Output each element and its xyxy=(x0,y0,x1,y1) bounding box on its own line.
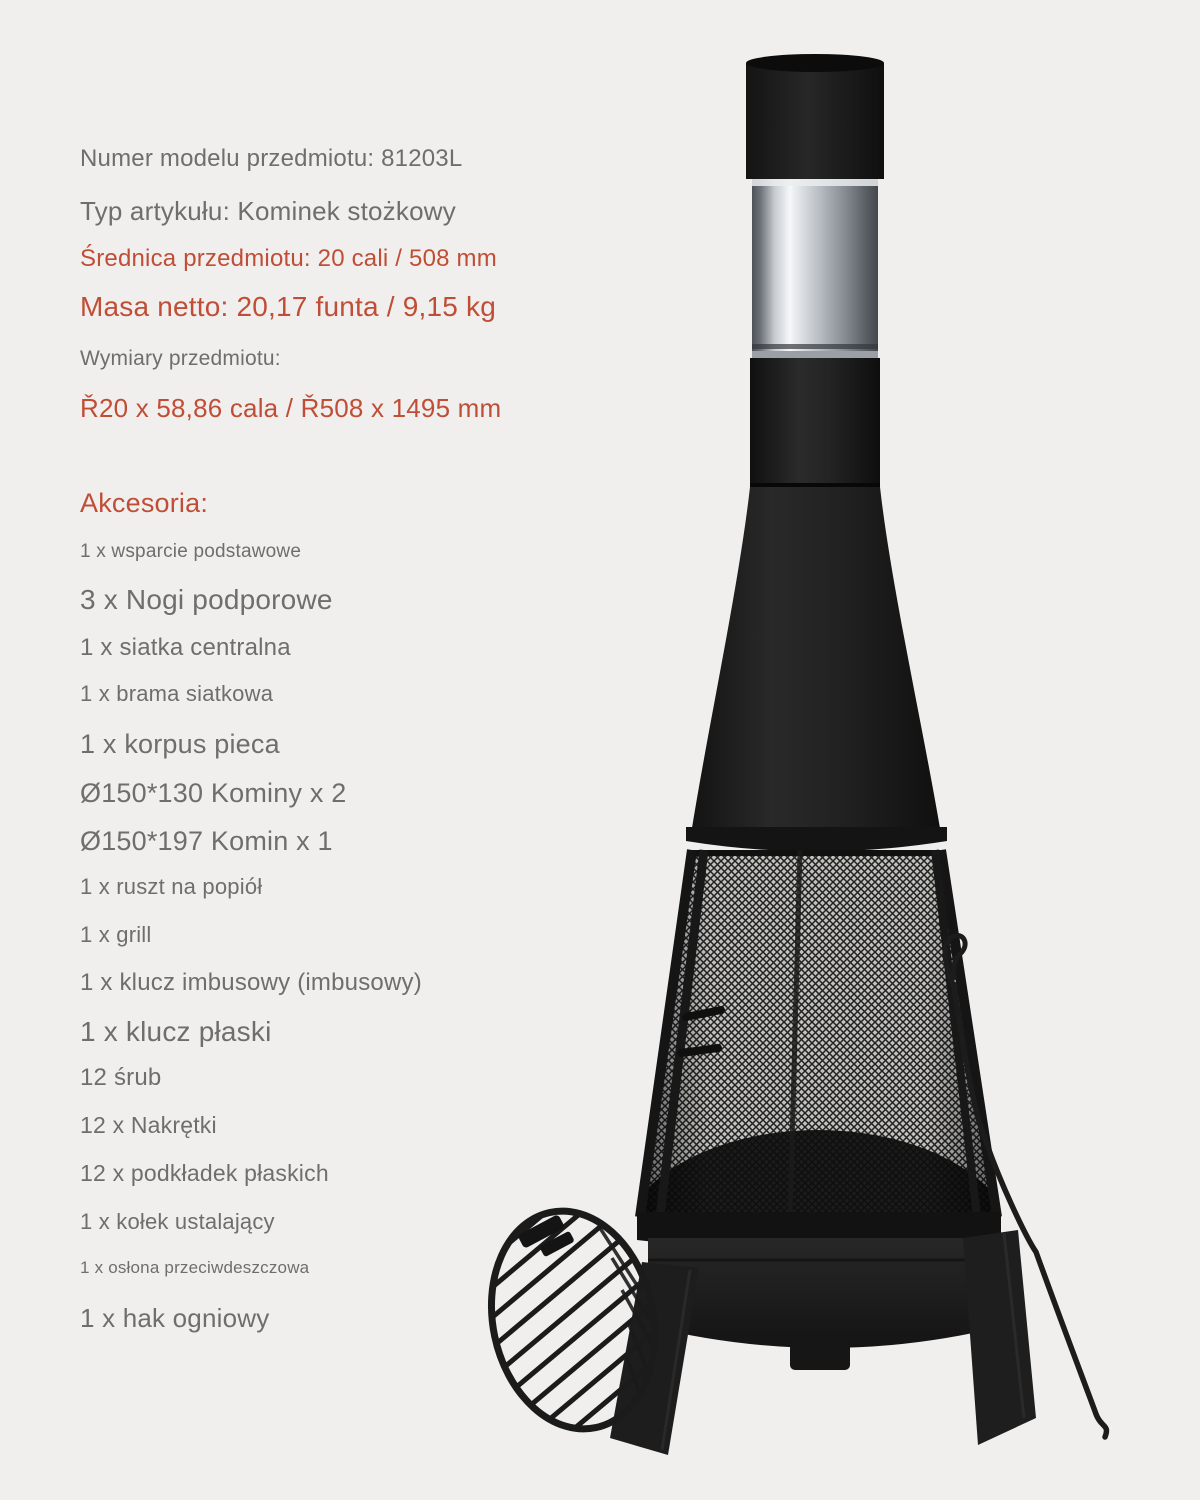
spec-dimensions-label: Wymiary przedmiotu: xyxy=(80,347,281,370)
spec-article-type: Typ artykułu: Kominek stożkowy xyxy=(80,196,456,226)
chimney-cap xyxy=(746,54,884,179)
cone-body xyxy=(691,487,941,834)
chimney-pipe xyxy=(750,358,880,488)
accessory-item: Ø150*197 Komin x 1 xyxy=(80,826,333,856)
accessory-item: 12 x podkładek płaskich xyxy=(80,1160,329,1186)
accessory-item: 1 x klucz imbusowy (imbusowy) xyxy=(80,969,422,996)
accessory-item: 1 x wsparcie podstawowe xyxy=(80,541,302,562)
spec-dimensions-value: Ř20 x 58,86 cala / Ř508 x 1495 mm xyxy=(80,393,502,423)
accessory-item: 1 x korpus pieca xyxy=(80,729,280,759)
accessory-item: 1 x osłona przeciwdeszczowa xyxy=(80,1258,310,1277)
accessory-item: 1 x siatka centralna xyxy=(80,634,291,661)
door-handle-bottom xyxy=(681,1048,718,1053)
chimney-cap-rim xyxy=(746,54,884,72)
accessory-item: 1 x kołek ustalający xyxy=(80,1209,275,1234)
accessory-item: 12 x Nakrętki xyxy=(80,1112,217,1138)
spec-net-weight: Masa netto: 20,17 funta / 9,15 kg xyxy=(80,291,496,322)
front-leg-tab xyxy=(790,1334,850,1370)
accessory-item: 1 x klucz płaski xyxy=(80,1016,272,1047)
right-leg xyxy=(963,1230,1036,1445)
cone-collar xyxy=(686,827,947,852)
chimney-cap-body xyxy=(746,63,884,179)
accessory-item: Ø150*130 Kominy x 2 xyxy=(80,778,347,808)
spec-diameter: Średnica przedmiotu: 20 cali / 508 mm xyxy=(80,245,497,272)
accessory-item: 1 x brama siatkowa xyxy=(80,681,274,706)
accessories-title: Akcesoria: xyxy=(80,488,209,518)
chrome-collar xyxy=(752,179,878,360)
accessory-item: 1 x ruszt na popiół xyxy=(80,874,263,899)
accessory-item: 3 x Nogi podporowe xyxy=(80,584,333,615)
accessory-item: 1 x hak ogniowy xyxy=(80,1303,270,1333)
accessory-item: 12 śrub xyxy=(80,1064,162,1091)
spec-model-number: Numer modelu przedmiotu: 81203L xyxy=(80,145,463,172)
accessory-item: 1 x grill xyxy=(80,922,152,947)
